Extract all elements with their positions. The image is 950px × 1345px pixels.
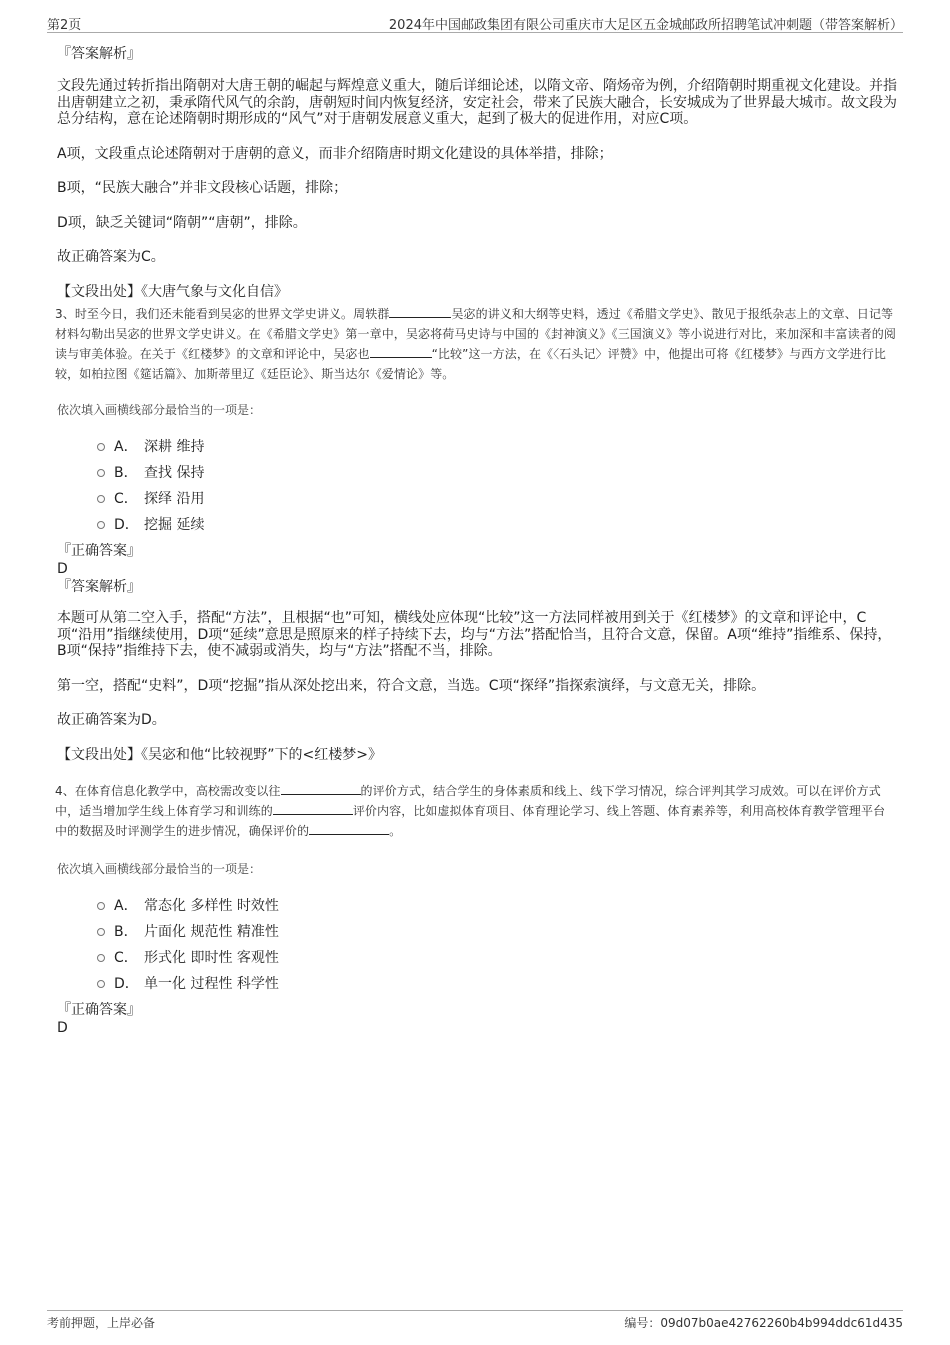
option-letter: A． <box>114 439 138 455</box>
question-3-options <box>57 434 897 538</box>
option-d[interactable] <box>97 512 897 538</box>
radio-icon[interactable] <box>97 902 105 910</box>
analysis-paragraph: 文段先通过转折指出隋朝对大唐王朝的崛起与辉煌意义重大，随后详细论述，以隋文帝、隋炀帝为例，介绍隋朝时期重视文化建设。并指出唐朝建立之初，秉承隋代风气的余韵，唐朝短时间内恢复经济，安定社会，带来了民族大融合，长安城成为了世界最大城市。故文段为总分结构，意在论述隋朝时期形成的“风气”对于唐朝发展意义重大，起到了极大的促进作用，对应C项。 <box>57 78 897 127</box>
question-text-part: 。 <box>389 824 402 838</box>
fill-blank <box>389 305 451 318</box>
analysis-paragraph: 故正确答案为D。 <box>57 712 166 728</box>
source-citation: 【文段出处】《大唐气象与文化自信》 <box>57 283 288 300</box>
option-text: 常态化 多样性 时效性 <box>144 898 279 914</box>
fill-blank <box>273 802 353 815</box>
fill-blank <box>370 345 432 358</box>
option-text: 查找 保持 <box>144 465 205 481</box>
option-letter: A． <box>114 898 138 914</box>
option-text: 单一化 过程性 科学性 <box>144 976 279 992</box>
document-code <box>624 1314 903 1331</box>
analysis-paragraph: 故正确答案为C。 <box>57 249 165 265</box>
option-text: 探绎 沿用 <box>144 491 205 507</box>
option-text: 挖掘 延续 <box>144 517 205 533</box>
option-letter: D． <box>114 976 139 992</box>
option-c[interactable] <box>97 486 897 512</box>
radio-icon[interactable] <box>97 443 105 451</box>
radio-icon[interactable] <box>97 980 105 988</box>
analysis-paragraph: 第一空，搭配“史料”，D项“挖掘”指从深处挖出来，符合文意，当选。C项“探绎”指探索演绎，与文意无关，排除。 <box>57 677 766 694</box>
footer-slogan: 考前押题，上岸必备 <box>47 1316 156 1330</box>
analysis-label: 『答案解析』 <box>57 46 141 62</box>
question-text-part: 3、时至今日，我们还未能看到吴宓的世界文学史讲义。周轶群 <box>55 307 390 321</box>
question-prompt: 依次填入画横线部分最恰当的一项是： <box>57 403 262 417</box>
analysis-paragraph: B项，“民族大融合”并非文段核心话题，排除； <box>57 180 348 196</box>
page-number: 第2页 <box>47 18 82 33</box>
option-letter: B． <box>114 924 138 940</box>
question-text-part: 评价内容，比如虚拟体育项目、体育理论学习、线上答题、体育素养等，利用高校体育教学管理平台中的数据及时评测学生的进步情况，确保评价的 <box>55 804 886 838</box>
radio-icon[interactable] <box>97 954 105 962</box>
correct-answer-value: D <box>57 1020 68 1036</box>
option-text: 深耕 维持 <box>144 439 205 455</box>
analysis-paragraph: D项，缺乏关键词“隋朝”“唐朝”，排除。 <box>57 214 307 231</box>
analysis-label: 『答案解析』 <box>57 579 141 595</box>
question-4-options <box>57 893 897 997</box>
page-footer <box>47 1310 903 1331</box>
analysis-paragraph: 本题可从第二空入手，搭配“方法”，且根据“也”可知，横线处应体现“比较”这一方法同样被用到关于《红楼梦》的文章和评论中，C项“沿用”指继续使用，D项“延续”意思是照原来的样子持续下去，均与“方法”搭配恰当，且符合文意，保留。A项“维持”指维系、保持，B项“保持”指维持下去，使不减弱或消失，均与“方法”搭配不当，排除。 <box>57 610 892 659</box>
option-text: 片面化 规范性 精准性 <box>144 924 279 940</box>
fill-blank <box>309 822 389 835</box>
question-text-part: “比较”这一方法，在《〈石头记〉评赞》中，他提出可将《红楼梦》与西方文学进行比较，如柏拉图《筵话篇》、加斯蒂里辽《廷臣论》、斯当达尔《爱情论》等。 <box>55 347 886 381</box>
analysis-paragraph: A项，文段重点论述隋朝对于唐朝的意义，而非介绍隋唐时期文化建设的具体举措，排除； <box>57 145 613 162</box>
option-b[interactable] <box>97 460 897 486</box>
correct-answer-value: D <box>57 561 68 577</box>
question-text-part: 的评价方式，结合学生的身体素质和线上、线下学习情况，综合评判其学习成效。可以在评价方式中，适当增加学生线上体育学习和训练的 <box>55 784 881 818</box>
option-b[interactable] <box>97 919 897 945</box>
option-letter: C． <box>114 491 138 507</box>
question-3-text <box>55 304 897 384</box>
option-a[interactable] <box>97 434 897 460</box>
option-letter: C． <box>114 950 138 966</box>
radio-icon[interactable] <box>97 521 105 529</box>
option-a[interactable] <box>97 893 897 919</box>
radio-icon[interactable] <box>97 469 105 477</box>
correct-answer-label: 『正确答案』 <box>57 1002 141 1018</box>
question-prompt: 依次填入画横线部分最恰当的一项是： <box>57 862 262 876</box>
page-header <box>47 14 903 33</box>
source-citation: 【文段出处】《吴宓和他“比较视野”下的<红楼梦>》 <box>57 746 382 763</box>
correct-answer-label: 『正确答案』 <box>57 543 141 559</box>
radio-icon[interactable] <box>97 928 105 936</box>
option-letter: B． <box>114 465 138 481</box>
question-4-text <box>55 781 897 841</box>
option-d[interactable] <box>97 971 897 997</box>
radio-icon[interactable] <box>97 495 105 503</box>
option-text: 形式化 即时性 客观性 <box>144 950 279 966</box>
fill-blank <box>281 782 361 795</box>
code-value: 09d07b0ae42762260b4b994ddc61d435 <box>660 1316 903 1330</box>
question-text-part: 4、在体育信息化教学中，高校需改变以往 <box>55 784 281 798</box>
option-letter: D． <box>114 517 139 533</box>
code-label: 编号： <box>624 1316 661 1330</box>
document-title: 2024年中国邮政集团有限公司重庆市大足区五金城邮政所招聘笔试冲刺题（带答案解析） <box>388 18 903 33</box>
option-c[interactable] <box>97 945 897 971</box>
question-text-part: 吴宓的讲义和大纲等史料，透过《希腊文学史》、散见于报纸杂志上的文章、日记等材料勾勒出吴宓的世界文学史讲义。在《希腊文学史》第一章中，吴宓将荷马史诗与中国的《封神演义》《三国演义》等小说进行对比，来加深和丰富读者的阅读与审美体验。在关于《红楼梦》的文章和评论中，吴宓也 <box>55 307 897 361</box>
page-content <box>57 48 897 1037</box>
